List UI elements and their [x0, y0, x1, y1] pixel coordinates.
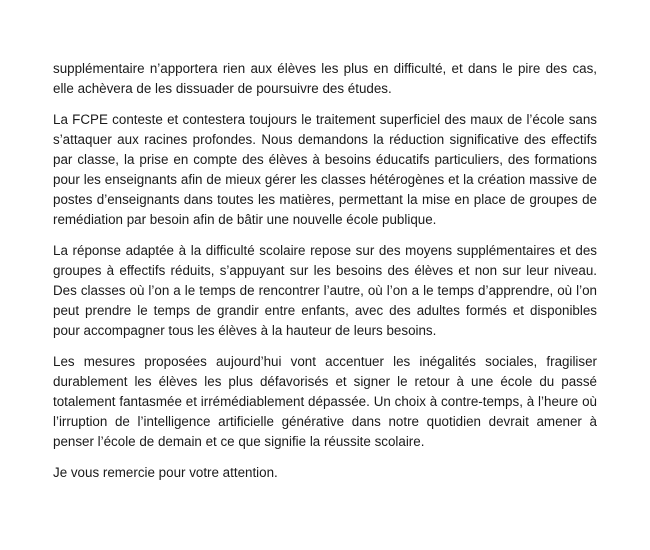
paragraph-continuation: supplémentaire n’apportera rien aux élèves les plus en difficulté, et dans le pire des cas, elle achèvera de les dissuader de poursuivre des études. — [53, 61, 597, 96]
paragraph-measures-critique: Les mesures proposées aujourd’hui vont accentuer les inégalités sociales, fragiliser durablement les élèves les plus défavorisés et signer le retour à une école du passé totalement fantasmée et irrémédiablement dépassée. Un choix à contre-temps, à l’heure où l’irruption de l’intelligence artificielle générative dans notre quotidien devrait amener à penser l’école de demain et ce que signifie la réussite scolaire. — [53, 354, 597, 449]
paragraph-fcpe-position: La FCPE conteste et contestera toujours le traitement superficiel des maux de l’école sans s’attaquer aux racines profondes. Nous demandons la réduction significative des effectifs par classe, la prise en compte des élèves à besoins éducatifs particuliers, des formations pour les enseignants afin de mieux gérer les classes hétérogènes et la création massive de postes d’enseignants dans toutes les matières, permettant la mise en place de groupes de remédiation par besoin afin de bâtir une nouvelle école publique. — [53, 112, 597, 227]
document-body — [53, 59, 597, 483]
paragraph-adapted-response: La réponse adaptée à la difficulté scolaire repose sur des moyens supplémentaires et des groupes à effectifs réduits, s’appuyant sur les besoins des élèves et non sur leur niveau. Des classes où l’on a le temps de rencontrer l’autre, où l’on a le temps d’apprendre, où l’on peut prendre le temps de grandir entre enfants, avec des adultes formés et disponibles pour accompagner tous les élèves à la hauteur de leurs besoins. — [53, 243, 597, 338]
paragraph-closing-thanks: Je vous remercie pour votre attention. — [53, 465, 278, 480]
